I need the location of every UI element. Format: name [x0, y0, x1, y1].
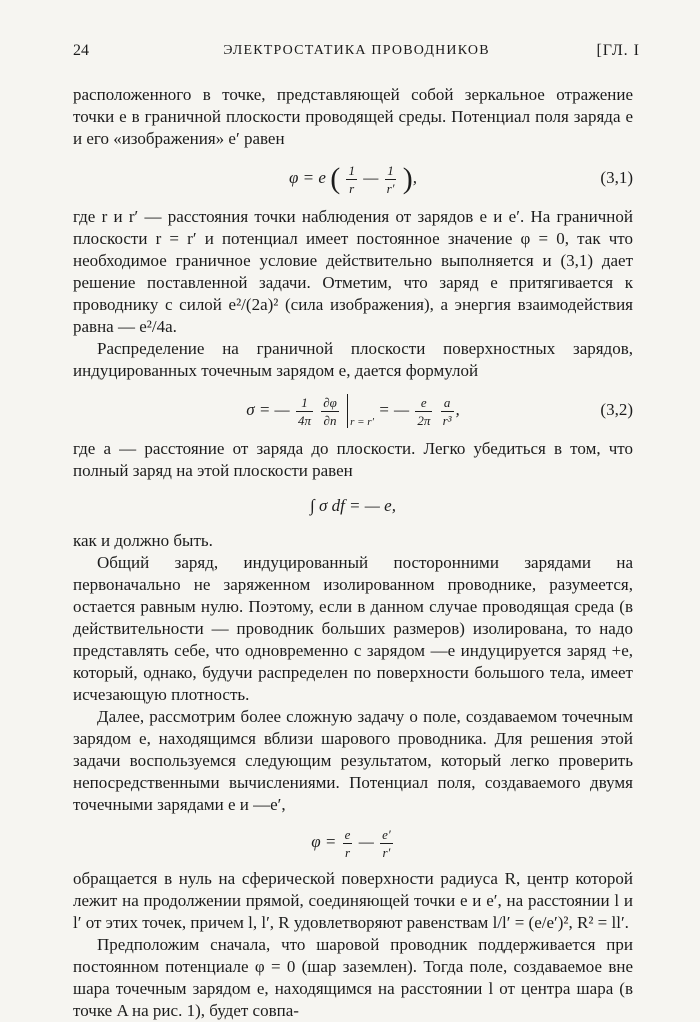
formula-3-1: φ = e ( $\frac{1}{r}$ — $\frac{1}{r'}$ ), (3,1) — [73, 156, 633, 200]
running-title: ЭЛЕКТРОСТАТИКА ПРОВОДНИКОВ — [223, 43, 490, 58]
equation-number: (3,1) — [600, 168, 633, 187]
paragraph: обращается в нуль на сферической поверхности радиуса R, центр которой лежит на продолжении прямой, соединяющей точки e и e′, на расстоянии l и l′ от этих точек, причем l, l′, R удовлетворяют равенствам l/l′ = (e/e′)², R² = ll′. — [73, 869, 633, 932]
paragraph: Предположим сначала, что шаровой проводник поддерживается при постоянном потенциале φ = 0 (шар заземлен). Тогда поле, создаваемое вне шара точечным зарядом e, находящимся на расстоянии l от центра шара (в точке A на рис. 1), будет совпа- — [73, 935, 633, 1020]
page-header — [73, 42, 640, 66]
paragraph: где a — расстояние от заряда до плоскости. Легко убедиться в том, что полный заряд на этой плоскости равен — [73, 439, 633, 480]
page-number: 24 — [73, 42, 89, 59]
paragraph: Общий заряд, индуцированный посторонними зарядами на первоначально не заряженном изолированном проводнике, разумеется, остается равным нулю. Поэтому, если в данном случае проводящая среда (в действительности — проводник больших размеров) изолирована, то надо представлять себе, что одновременно с зарядом —e индуцируется заряд +e, который, однако, будучи распределен по поверхности большого тела, имеет исчезающую плотность. — [73, 553, 633, 704]
paragraph: Далее, рассмотрим более сложную задачу о поле, создаваемом точечным зарядом e, находящимся вблизи шарового проводника. Для решения этой задачи воспользуемся следующим результатом, который легко проверить непосредственными вычислениями. Потенциал поля, создаваемого двумя точечными зарядами e и —e′, — [73, 707, 633, 814]
formula-lhs: φ = e — [289, 168, 326, 187]
paragraph: как и должно быть. — [73, 531, 213, 550]
paragraph: расположенного в точке, представляющей собой зеркальное отражение точки e в граничной плоскости проводящей среды. Потенциал поля заряда e и его «изображения» e′ равен — [73, 85, 633, 148]
fraction: $\frac{1}{r'}$ — [386, 162, 395, 196]
paragraph: где r и r′ — расстояния точки наблюдения от зарядов e и e′. На граничной плоскости r = r′ и потенциал имеет постоянное значение φ = 0, так что необходимое граничное условие действительно выполняется и (3,1) дает решение поставленной задачи. Отметим, что заряд e притягивается к проводнику с силой e²/(2a)² (сила изображения), а энергия взаимодействия равна — e²/4a. — [73, 207, 633, 336]
minus-sign: — — [363, 168, 379, 187]
formula-3-2: σ = — $\frac{1}{4\pi}$ $\frac{\partial\varphi}{\partial n}$ $_{r = r'}$ = — $\frac{e}{2\pi}$ $\frac{a}{\text{r³}}$ , (3,2) — [73, 388, 633, 432]
chapter-label: [ГЛ. I — [596, 42, 640, 59]
evaluation-condition: r = r′ — [350, 416, 374, 428]
paragraph: Распределение на граничной плоскости поверхностных зарядов, индуцированных точечным зарядом e, дается формулой — [73, 339, 633, 380]
formula-integral: ∫ σ df = — e, — [310, 496, 396, 515]
equation-number: (3,2) — [600, 400, 633, 419]
page-body — [73, 84, 633, 1022]
fraction: $\frac{1}{r}$ — [348, 162, 355, 196]
formula-two-charges: φ = $\frac{e}{r}$ — $\frac{e'}{r'}$ — [311, 826, 391, 860]
